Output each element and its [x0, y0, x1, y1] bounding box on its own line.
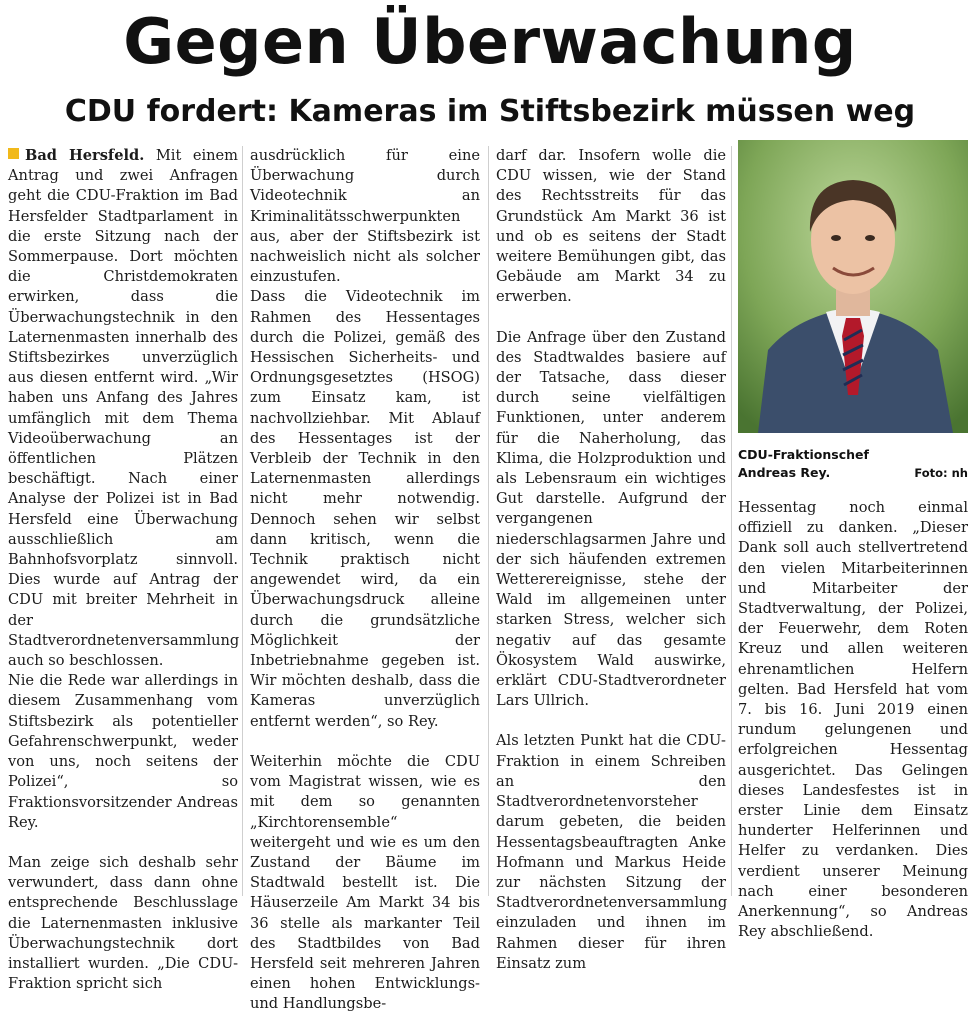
article-column-2 — [250, 146, 480, 1013]
paragraph: Dass die Videotechnik im Rahmen des Hessentages durch die Polizei, gemäß des Hessischen Sicherheits- und Ordnungsgesetztes (HSOG) zum Einsatz kam, ist nachvollziehbar. Mit Ablauf des Hessentages ist der Verbleib der Technik in den Laternenmasten allerdings nicht mehr notwendig. Dennoch sehen wir selbst dann kritisch, wenn die Technik praktisch nicht angewendet wird, da ein Überwachungsdruck alleine durch die grundsätzliche Möglichkeit der Inbetriebnahme gegeben ist. Wir möchten deshalb, dass die Kameras unverzüglich entfernt werden“, so Rey. — [250, 288, 480, 730]
column-divider — [242, 146, 243, 896]
paragraph: Nie die Rede war allerdings in diesem Zusammenhang vom Stiftsbezirk als potentieller Gefahrenschwerpunkt, weder von uns, noch seitens der Polizei“, so Fraktionsvorsitzender Andreas Rey. — [8, 672, 238, 831]
article-column-4 — [738, 498, 968, 941]
paragraph-text: Mit einem Antrag und zwei Anfragen geht die CDU-Fraktion im Bad Hersfelder Stadtparlament in die erste Sitzung nach der Sommerpause. Dort möchten die Christdemokraten erwirken, dass die Überwachungstechnik in den Laternenmasten innerhalb des Stiftsbezirkes unverzüglich aus diesen entfernt wird. „Wir haben uns Anfang des Jahres umfänglich mit dem Thema Videoüberwachung an öffentlichen Plätzen beschäftigt. Nach einer Analyse der Polizei ist in Bad Hersfeld eine Überwachung ausschließlich am Bahnhofsvorplatz sinnvoll. Dies wurde auf Antrag der CDU mit breiter Mehrheit in der Stadtverordnetenversammlung auch so beschlossen. — [8, 147, 240, 670]
photo-credit: Foto: nh — [914, 466, 968, 480]
bullet-marker-icon — [8, 148, 19, 159]
dateline: Bad Hersfeld. — [25, 147, 145, 164]
paragraph: Als letzten Punkt hat die CDU-Fraktion in einem Schreiben an den Stadtverordnetenvorsteher darum gebeten, die beiden Hessentagsbeauftragten Anke Hofmann und Markus Heide zur nächsten Sitzung der Stadtverordnetenversammlung einzuladen und ihnen im Rahmen dieser für ihren Einsatz zum — [496, 732, 728, 972]
caption-text: CDU-Fraktionschef Andreas Rey. — [738, 447, 869, 480]
paragraph: Die Anfrage über den Zustand des Stadtwaldes basiere auf der Tatsache, dass dieser durch seine vielfältigen Funktionen, unter anderem für die Naherholung, das Klima, die Holzproduktion und als Lebensraum ein wichtiges Gut darstelle. Aufgrund der vergangenen niederschlagsarmen Jahre und der sich häufenden extremen Wetterereignisse, stehe der Wald im allgemeinen unter starken Stress, welcher sich negativ auf das gesamte Ökosystem Wald auswirke, erklärt CDU-Stadtverordneter Lars Ullrich. — [496, 328, 726, 710]
headline: Gegen Überwachung — [123, 5, 857, 78]
article-column-3 — [496, 146, 728, 972]
eye — [865, 235, 875, 241]
column-divider — [488, 146, 489, 896]
article-column-1 — [8, 146, 240, 993]
paragraph: Hessentag noch einmal offiziell zu danken. „Dieser Dank soll auch stellvertretend den vielen Mitarbeiterinnen und Mitarbeiter der Stadtverwaltung, der Polizei, der Feuerwehr, dem Roten Kreuz und allen weiteren ehrenamtlichen Helfern gelten. Bad Hersfeld hat vom 7. bis 16. Juni 2019 einen rundum gelungenen und erfolgreichen Hessentag ausgerichtet. Das Gelingen dieses Landesfestes ist in erster Linie dem Einsatz hunderter Helferinnen und Helfer zu verdanken. Dies verdient unserer Meinung nach einer besonderen Anerkennung“, so Andreas Rey abschließend. — [738, 499, 968, 941]
photo-caption — [738, 446, 968, 482]
portrait-illustration — [738, 140, 968, 433]
portrait-photo — [738, 140, 968, 433]
paragraph: Man zeige sich deshalb sehr verwundert, dass dann ohne entsprechende Beschlusslage die Laternenmasten inklusive Überwachungstechnik dort installiert wurden. „Die CDU-Fraktion spricht sich — [8, 853, 238, 993]
paragraph — [8, 146, 238, 671]
eye — [831, 235, 841, 241]
subheadline: CDU fordert: Kameras im Stiftsbezirk müssen weg — [64, 94, 916, 129]
paragraph: darf dar. Insofern wolle die CDU wissen, wie der Stand des Rechtsstreits für das Grundstück Am Markt 36 ist und ob es seitens der Stadt weitere Bemühungen gibt, das Gebäude am Markt 34 zu erwerben. — [496, 147, 726, 306]
column-divider — [731, 146, 732, 896]
paragraph: Weiterhin möchte die CDU vom Magistrat wissen, wie es mit dem so genannten „Kirchtorensemble“ weitergeht und wie es um den Zustand der Bäume im Stadtwald bestellt ist. Die Häuserzeile Am Markt 34 bis 36 stelle als markanter Teil des Stadtbildes von Bad Hersfeld seit mehreren Jahren einen hohen Entwicklungs- und Handlungsbe- — [250, 752, 480, 1013]
paragraph: ausdrücklich für eine Überwachung durch Videotechnik an Kriminalitätsschwerpunkten aus, aber der Stiftsbezirk ist nachweislich nicht als solcher einzustufen. — [250, 147, 480, 286]
